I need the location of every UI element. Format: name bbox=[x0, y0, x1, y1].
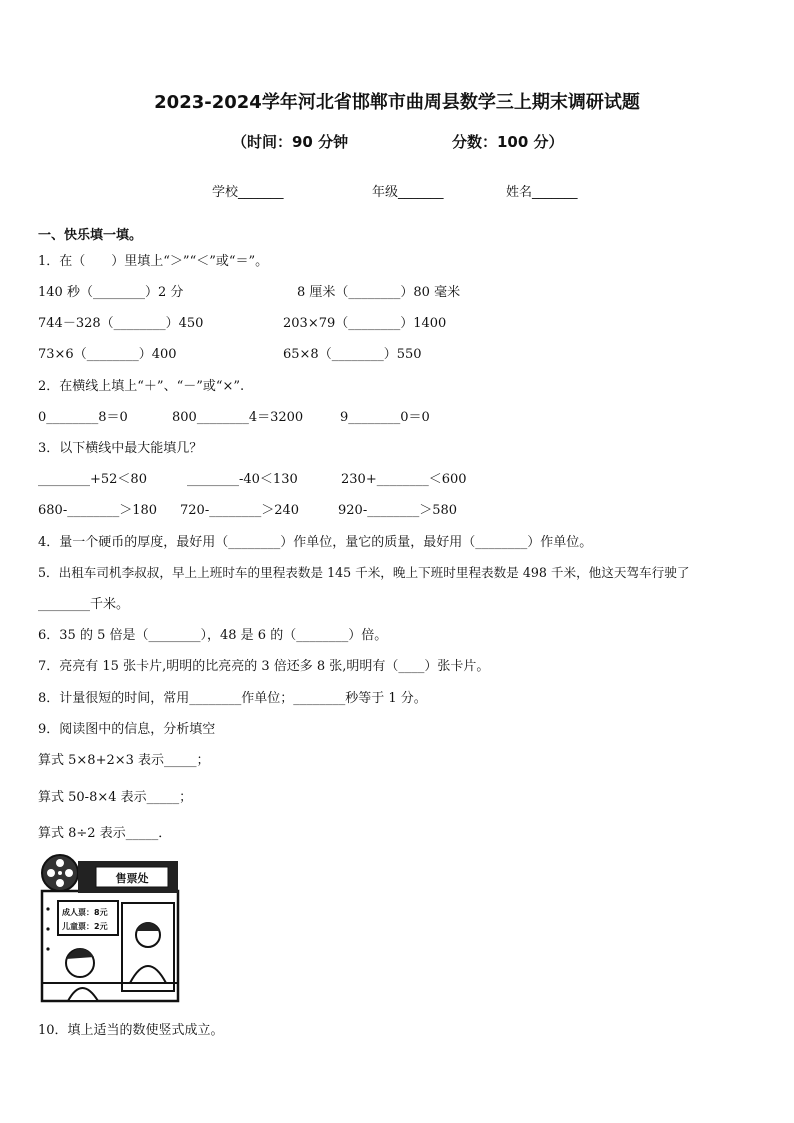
q3-stem: 3．以下横线中最大能填几？ bbox=[38, 441, 203, 456]
q5-line1: 5．出租车司机李叔叔，早上上班时车的里程表数是 145 千米，晚上下班时里程表数是 498 千米，他这天驾车行驶了 bbox=[38, 565, 690, 580]
booth-sign: 售票处 bbox=[115, 872, 149, 885]
name-field: 姓名_______ bbox=[506, 185, 578, 200]
film-reel-icon bbox=[42, 855, 78, 891]
q3-item: 720-________＞240 bbox=[180, 503, 300, 518]
q3-item: 230+________＜600 bbox=[341, 472, 467, 487]
q9-item: 算式 8÷2 表示_____． bbox=[38, 826, 172, 841]
q3-item: ________-40＜130 bbox=[187, 472, 298, 487]
q3-item: 680-________＞180 bbox=[38, 503, 158, 518]
q1-item: 73×6（________）400 bbox=[38, 347, 177, 362]
school-field: 学校_______ bbox=[212, 185, 284, 200]
price-child: 儿童票：2元 bbox=[62, 922, 108, 931]
q9-item: 算式 5×8+2×3 表示_____； bbox=[38, 753, 210, 768]
ticket-booth-illustration bbox=[38, 851, 182, 1005]
q5-line2: ________千米。 bbox=[38, 597, 130, 612]
q10: 10．填上适当的数使竖式成立。 bbox=[38, 1023, 224, 1038]
q4: 4．量一个硬币的厚度，最好用（________）作单位，量它的质量，最好用（________）作单位。 bbox=[38, 535, 593, 550]
q1-stem: 1．在（ ）里填上“＞”“＜”或“＝”。 bbox=[38, 254, 269, 269]
q1-item: 744－328（________）450 bbox=[38, 316, 204, 331]
grade-field: 年级_______ bbox=[372, 185, 444, 200]
q2-item: 9________0＝0 bbox=[340, 410, 430, 425]
q9-stem: 9．阅读图中的信息，分析填空 bbox=[38, 722, 216, 737]
q8: 8．计量很短的时间，常用________作单位；________秒等于 1 分。 bbox=[38, 691, 427, 706]
q3-item: 920-________＞580 bbox=[338, 503, 458, 518]
q2-item: 800________4＝3200 bbox=[172, 410, 304, 425]
q1-item: 65×8（________）550 bbox=[283, 347, 422, 362]
q1-item: 8 厘米（________）80 毫米 bbox=[297, 285, 461, 300]
exam-score: 分数：100 分） bbox=[452, 133, 564, 151]
q2-item: 0________8＝0 bbox=[38, 410, 128, 425]
q9-item: 算式 50-8×4 表示_____； bbox=[38, 790, 193, 805]
q1-item: 140 秒（________）2 分 bbox=[38, 285, 184, 300]
q3-item: ________+52＜80 bbox=[38, 472, 147, 487]
q6: 6．35 的 5 倍是（________），48 是 6 的（________）倍。 bbox=[38, 628, 388, 643]
page-title: 2023-2024学年河北省邯郸市曲周县数学三上期末调研试题 bbox=[154, 92, 640, 113]
section-heading: 一、快乐填一填。 bbox=[38, 228, 143, 243]
q2-stem: 2．在横线上填上“＋”、“－”或“×”. bbox=[38, 379, 245, 394]
q7: 7．亮亮有 15 张卡片,明明的比亮亮的 3 倍还多 8 张,明明有（____）张卡片。 bbox=[38, 659, 490, 674]
exam-time: （时间：90 分钟 bbox=[232, 133, 349, 151]
price-adult: 成人票：8元 bbox=[62, 908, 108, 917]
q1-item: 203×79（________）1400 bbox=[283, 316, 447, 331]
